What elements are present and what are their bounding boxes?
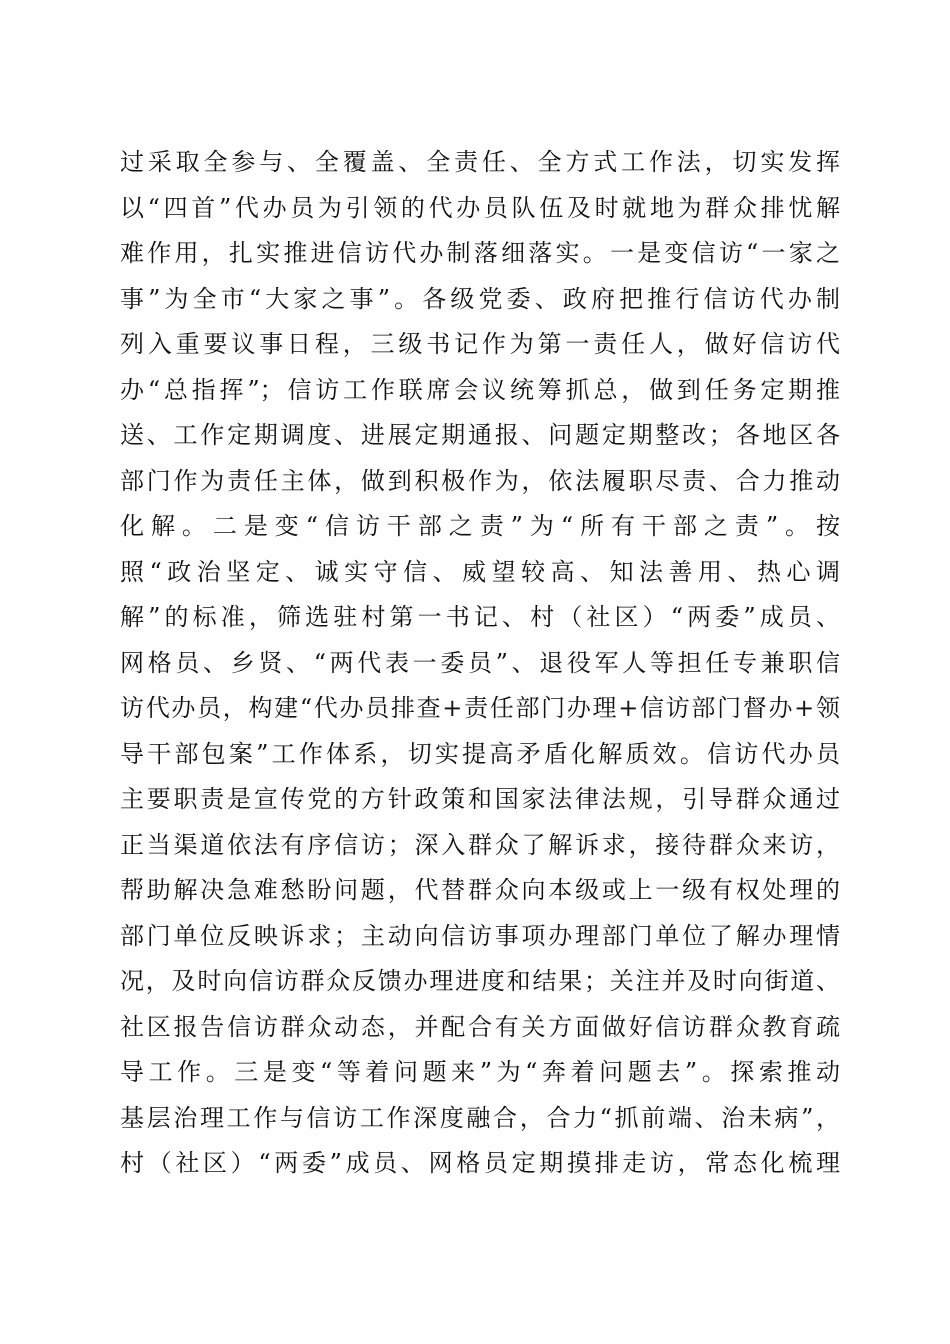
text-line-14: 导干部包案”工作体系，切实提高矛盾化解质效。信访代办员 (120, 739, 840, 768)
text-line-19: 况，及时向信访群众反馈办理进度和结果；关注并及时向街道、 (120, 967, 840, 995)
text-line-23: 村（社区）“两委”成员、网格员定期摸排走访，常态化梳理 (120, 1149, 840, 1177)
text-line-2: 以“四首”代办员为引领的代办员队伍及时就地为群众排忧解 (120, 193, 840, 222)
text-line-5: 列入重要议事日程，三级书记作为第一责任人，做好信访代 (120, 330, 840, 358)
text-line-6: 办“总指挥”；信访工作联席会议统筹抓总，做到任务定期推 (120, 375, 840, 404)
text-line-20: 社区报告信访群众动态，并配合有关方面做好信访群众教育疏 (120, 1012, 840, 1041)
text-line-10: 照“政治坚定、诚实守信、威望较高、知法善用、热心调 (120, 557, 840, 586)
text-line-17: 帮助解决急难愁盼问题，代替群众向本级或上一级有权处理的 (120, 876, 840, 904)
text-line-12: 网格员、乡贤、“两代表一委员”、退役军人等担任专兼职信 (120, 648, 840, 677)
text-line-4: 事”为全市“大家之事”。各级党委、政府把推行信访代办制 (120, 284, 840, 313)
text-line-3: 难作用，扎实推进信访代办制落细落实。一是变信访“一家之 (120, 239, 840, 267)
text-line-15: 主要职责是宣传党的方针政策和国家法律法规，引导群众通过 (120, 785, 840, 813)
text-line-16: 正当渠道依法有序信访；深入群众了解诉求，接待群众来访， (120, 830, 840, 859)
text-line-11: 解”的标准，筛选驻村第一书记、村（社区）“两委”成员、 (120, 603, 840, 631)
text-line-9: 化解。二是变“信访干部之责”为“所有干部之责”。按 (120, 512, 840, 540)
text-line-8: 部门作为责任主体，做到积极作为，依法履职尽责、合力推动 (120, 466, 840, 495)
text-line-13: 访代办员，构建“代办员排查+责任部门办理+信访部门督办+领 (120, 694, 840, 722)
text-line-21: 导工作。三是变“等着问题来”为“奔着问题去”。探索推动 (120, 1058, 840, 1086)
body-paragraph (120, 140, 840, 1187)
text-line-7: 送、工作定期调度、进展定期通报、问题定期整改；各地区各 (120, 421, 840, 449)
text-line-1: 过采取全参与、全覆盖、全责任、全方式工作法，切实发挥 (120, 148, 840, 176)
text-line-22: 基层治理工作与信访工作深度融合，合力“抓前端、治未病”， (120, 1103, 840, 1132)
text-line-18: 部门单位反映诉求；主动向信访事项办理部门单位了解办理情 (120, 921, 840, 950)
